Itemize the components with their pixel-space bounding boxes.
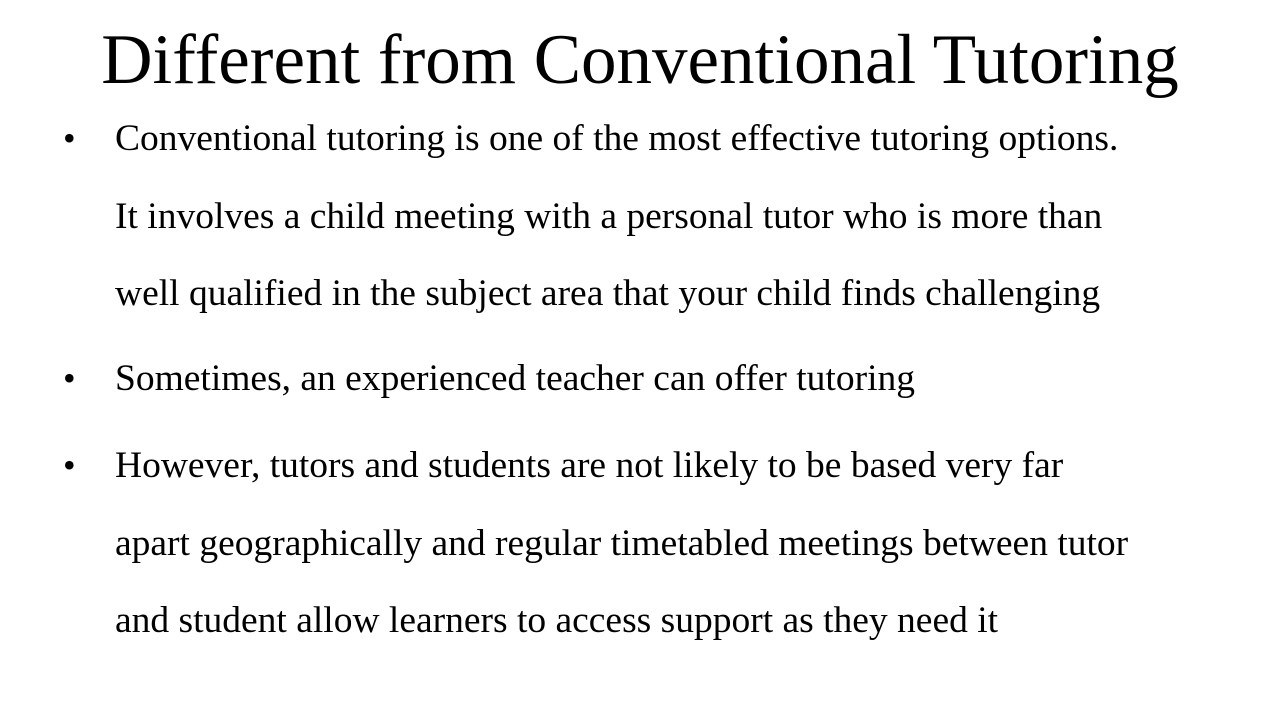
bullet-icon: •: [63, 118, 76, 158]
bullet-text: [115, 340, 1275, 418]
bullet-line: apart geographically and regular timetabled meetings between tutor: [115, 522, 1129, 564]
bullet-line: Sometimes, an experienced teacher can offer tutoring: [115, 358, 916, 399]
bullet-line: well qualified in the subject area that your child finds challenging: [115, 273, 1101, 314]
bullet-line: Conventional tutoring is one of the most effective tutoring options.: [115, 118, 1119, 159]
bullet-text: [115, 427, 1275, 660]
bullet-line: and student allow learners to access support as they need it: [115, 600, 999, 641]
bullet-line: It involves a child meeting with a personal tutor who is more than: [115, 195, 1103, 237]
bullet-icon: •: [63, 445, 76, 485]
bullet-line: However, tutors and students are not likely to be based very far: [115, 445, 1064, 486]
bullet-text: [115, 100, 1275, 333]
bullet-icon: •: [63, 358, 76, 398]
slide-title: Different from Conventional Tutoring: [101, 21, 1179, 99]
